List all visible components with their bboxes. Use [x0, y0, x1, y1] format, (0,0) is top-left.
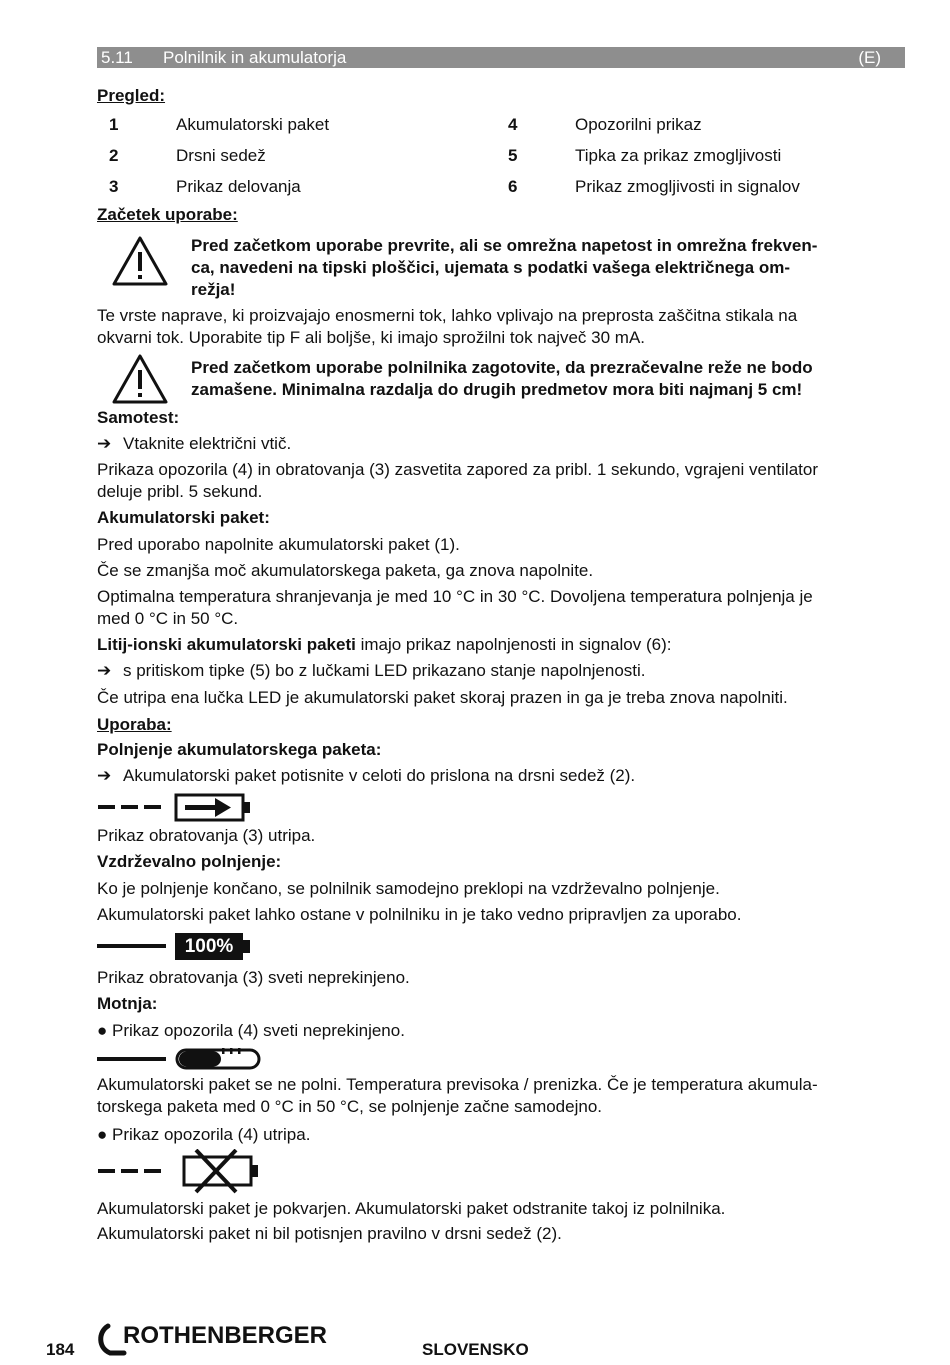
arrow-icon: ➔ [97, 661, 112, 680]
selftest-step: ➔ Vtaknite električni vtič. [97, 434, 292, 453]
overview-num-1: 1 [109, 115, 119, 134]
bullet-icon: ● [97, 1125, 108, 1144]
overview-label-4: Opozorilni prikaz [575, 115, 702, 134]
overview-num-4: 4 [508, 115, 518, 134]
battery-p3: Optimalna temperatura shranjevanja je med 10 °C in 30 °C. Dovoljena temperatura polnjenja je med 0 °C in 50 °C. [97, 587, 813, 628]
defective-battery-icon [97, 1149, 267, 1195]
fault-p3: Akumulatorski paket ni bil potisnjen pravilno v drsni sedež (2). [97, 1224, 562, 1243]
overview-num-2: 2 [109, 146, 119, 165]
fault-heading: Motnja: [97, 994, 158, 1013]
maintenance-status: Prikaz obratovanja (3) sveti neprekinjeno. [97, 968, 410, 987]
section-number: 5.11 [101, 48, 133, 67]
section-title: Polnilnik in akumulatorja [163, 48, 347, 67]
language-label: SLOVENSKO [422, 1340, 529, 1359]
warning-triangle-icon [111, 353, 169, 405]
arrow-icon: ➔ [97, 766, 112, 785]
battery-p2: Če se zmanjša moč akumulatorskega paketa, ga znova napolnite. [97, 561, 594, 580]
svg-text:ROTHENBERGER: ROTHENBERGER [123, 1322, 328, 1349]
overview-num-6: 6 [508, 177, 518, 196]
rothenberger-logo-icon [96, 1320, 346, 1360]
overview-label-2: Drsni sedež [176, 146, 266, 165]
rcd-paragraph: Te vrste naprave, ki proizvajajo enosmerni tok, lahko vplivajo na preprosta zaščitna stikala na okvarni tok. Uporabite tip F ali boljše, ki imajo sprožilni tok največ 30 mA. [97, 306, 798, 347]
overview-label-1: Akumulatorski paket [176, 115, 330, 134]
warning-text-ventilation: Pred začetkom uporabe polnilnika zagotovite, da prezračevalne reže ne bodo zamašene. Minimalna razdalja do drugih predmetov mora biti najmanj 5 cm! [191, 358, 813, 399]
selftest-heading: Samotest: [97, 408, 180, 427]
warning-block-voltage [97, 235, 905, 305]
full-battery-label: 100% [175, 933, 243, 960]
overview-list [97, 115, 905, 211]
bullet-icon: ● [97, 1021, 108, 1040]
battery-heading: Akumulatorski paket: [97, 508, 270, 527]
fault-bullet-2: ● Prikaz opozorila (4) utripa. [97, 1125, 311, 1144]
page-number: 184 [46, 1340, 75, 1359]
overview-num-3: 3 [109, 177, 119, 196]
usage-heading: Uporaba: [97, 715, 172, 734]
maintenance-p1: Ko je polnjenje končano, se polnilnik samodejno preklopi na vzdrževalno polnjenje. [97, 879, 720, 898]
battery-p5: Če utripa ena lučka LED je akumulatorski paket skoraj prazen in ga je treba znova napolniti. [97, 688, 788, 707]
maintenance-heading: Vzdrževalno polnjenje: [97, 852, 282, 871]
fault-paragraph-temperature: Akumulatorski paket se ne polni. Temperatura previsoka / prenizka. Če je temperatura akumula- torskega paketa med 0 °C in 50 °C, se polnjenje začne samodejno. [97, 1075, 818, 1116]
overview-num-5: 5 [508, 146, 518, 165]
warning-text-voltage: Pred začetkom uporabe prevrite, ali se omrežna napetost in omrežna frekven- ca, navedeni na tipski ploščici, ujemata s podatki vašega električnega om- režja! [191, 236, 818, 299]
fault-bullet-1: ● Prikaz opozorila (4) sveti neprekinjeno. [97, 1021, 405, 1040]
overview-label-5: Tipka za prikaz zmogljivosti [575, 146, 782, 165]
temperature-icon [97, 1047, 267, 1071]
charging-heading: Polnjenje akumulatorskega paketa: [97, 740, 382, 759]
charging-step: ➔ Akumulatorski paket potisnite v celoti do prislona na drsni sedež (2). [97, 766, 636, 785]
warning-triangle-icon [111, 235, 169, 287]
overview-label-3: Prikaz delovanja [176, 177, 301, 196]
battery-step: ➔ s pritiskom tipke (5) bo z lučkami LED prikazano stanje napolnjenosti. [97, 661, 646, 680]
warning-block-ventilation [97, 357, 905, 405]
fault-p2: Akumulatorski paket je pokvarjen. Akumulatorski paket odstranite takoj iz polnilnika. [97, 1199, 726, 1218]
charging-battery-icon [97, 792, 257, 824]
start-heading: Začetek uporabe: [97, 205, 238, 224]
selftest-paragraph: Prikaza opozorila (4) in obratovanja (3) zasvetita zapored za pribl. 1 sekundo, vgrajeni ventilator deluje pribl. 5 sekund. [97, 460, 818, 501]
overview-label-6: Prikaz zmogljivosti in signalov [575, 177, 800, 196]
overview-heading: Pregled: [97, 86, 166, 105]
battery-p4: Litij-ionski akumulatorski paketi imajo prikaz napolnjenosti in signalov (6): [97, 635, 672, 654]
charging-status: Prikaz obratovanja (3) utripa. [97, 826, 316, 845]
battery-p1: Pred uporabo napolnite akumulatorski paket (1). [97, 535, 460, 554]
section-code: (E) [858, 48, 881, 67]
maintenance-p2: Akumulatorski paket lahko ostane v polnilniku in je tako vedno pripravljen za uporabo. [97, 905, 742, 924]
brand-logo [96, 1320, 346, 1365]
section-header-bar [97, 47, 905, 68]
full-battery-icon [97, 933, 257, 961]
arrow-icon: ➔ [97, 434, 112, 453]
